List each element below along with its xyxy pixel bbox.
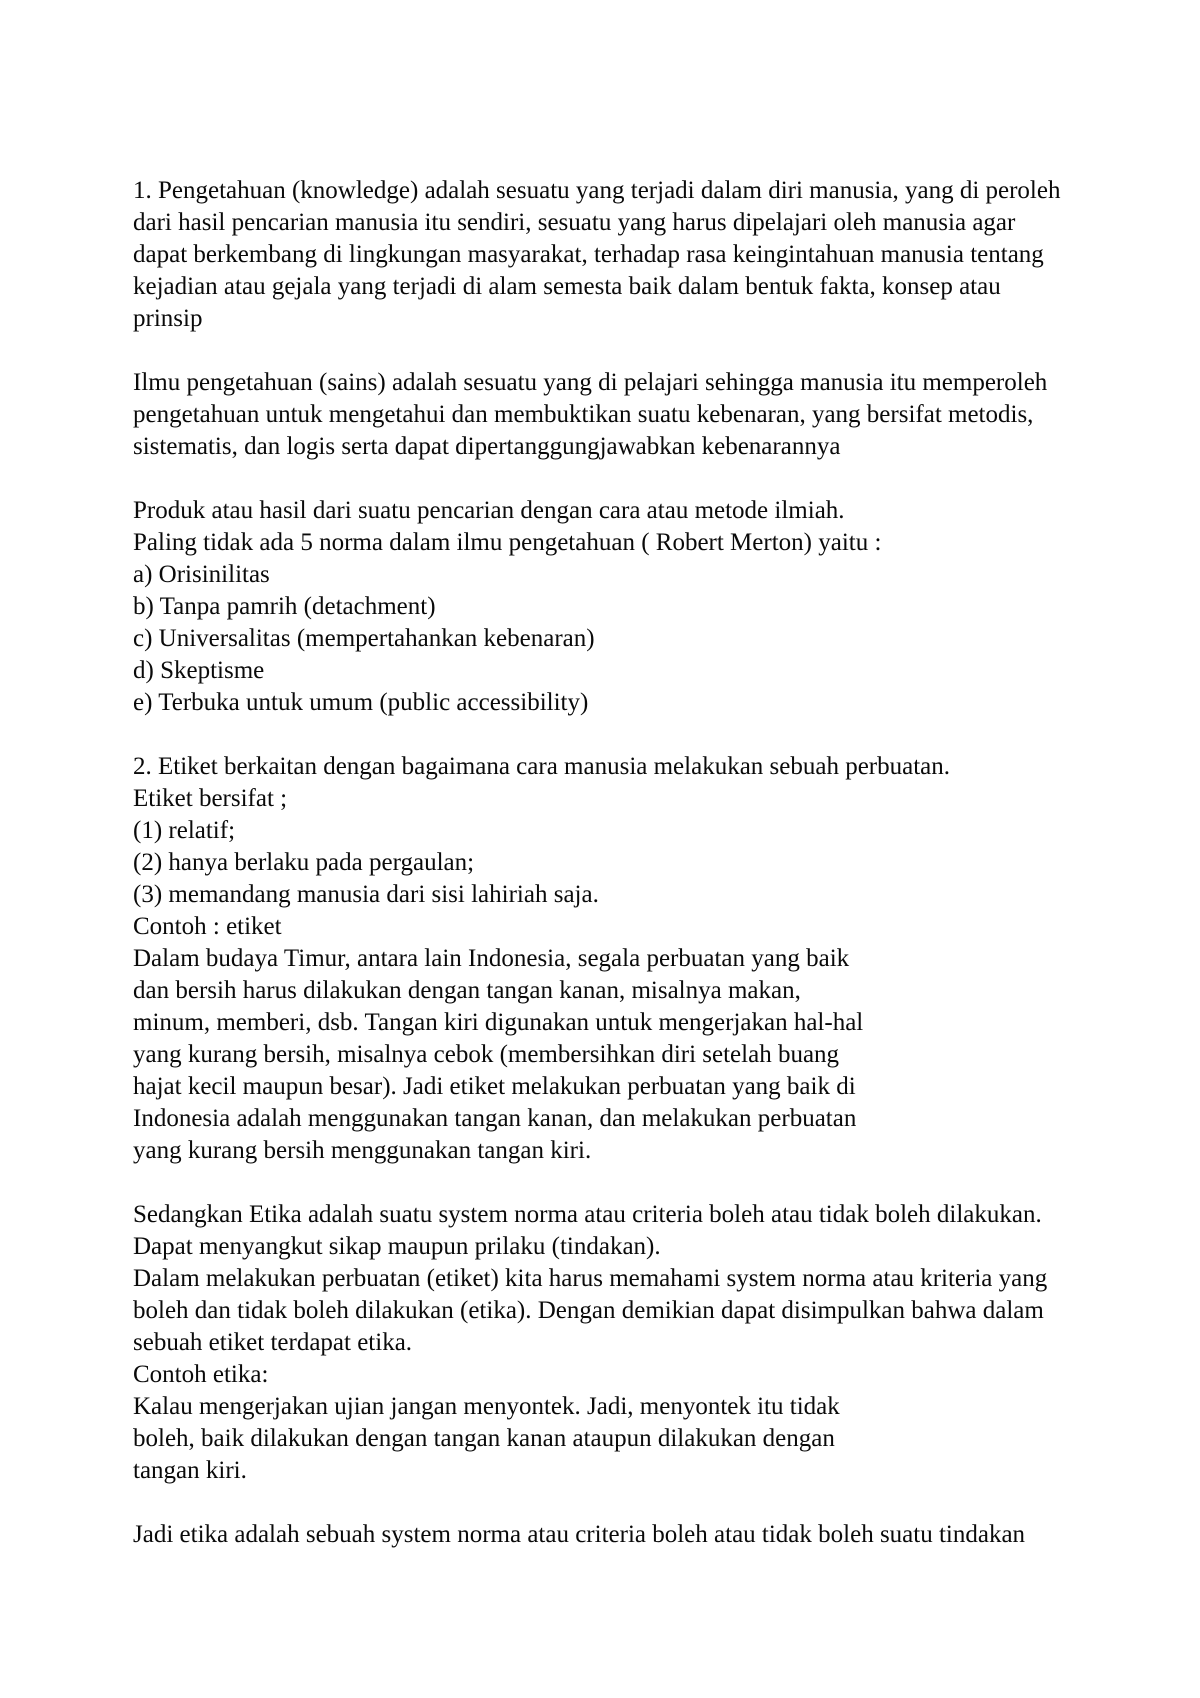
list-item-2: (2) hanya berlaku pada pergaulan; xyxy=(133,849,475,876)
list-item-a: a) Orisinilitas xyxy=(133,561,270,588)
list-item-1: (1) relatif; xyxy=(133,817,236,844)
text-line: Sedangkan Etika adalah suatu system norma atau criteria boleh atau tidak boleh dilakukan. xyxy=(133,1201,1042,1228)
text-line: sistematis, dan logis serta dapat dipertanggungjawabkan kebenarannya xyxy=(133,433,841,460)
text-line: 1. Pengetahuan (knowledge) adalah sesuatu yang terjadi dalam diri manusia, yang di peroleh xyxy=(133,177,1061,204)
text-line: Kalau mengerjakan ujian jangan menyontek. Jadi, menyontek itu tidak xyxy=(133,1393,840,1420)
text-line: Dapat menyangkut sikap maupun prilaku (tindakan). xyxy=(133,1233,661,1260)
text-line: dan bersih harus dilakukan dengan tangan kanan, misalnya makan, xyxy=(133,977,801,1004)
paragraph-etiket-definition xyxy=(133,751,1123,1167)
text-line: yang kurang bersih menggunakan tangan kiri. xyxy=(133,1137,592,1164)
text-line: hajat kecil maupun besar). Jadi etiket melakukan perbuatan yang baik di xyxy=(133,1073,856,1100)
list-item-c: c) Universalitas (mempertahankan kebenaran) xyxy=(133,625,595,652)
text-line: Paling tidak ada 5 norma dalam ilmu pengetahuan ( Robert Merton) yaitu : xyxy=(133,529,882,556)
list-item-b: b) Tanpa pamrih (detachment) xyxy=(133,593,436,620)
text-line: boleh, baik dilakukan dengan tangan kanan ataupun dilakukan dengan xyxy=(133,1425,835,1452)
text-line: Etiket bersifat ; xyxy=(133,785,288,812)
paragraph-norma-ilmu-pengetahuan xyxy=(133,495,1123,719)
text-line: Jadi etika adalah sebuah system norma atau criteria boleh atau tidak boleh suatu tindakan xyxy=(133,1521,1026,1548)
text-line: yang kurang bersih, misalnya cebok (membersihkan diri setelah buang xyxy=(133,1041,840,1068)
list-item-e: e) Terbuka untuk umum (public accessibility) xyxy=(133,689,589,716)
list-item-3: (3) memandang manusia dari sisi lahiriah saja. xyxy=(133,881,599,908)
document-text-block xyxy=(133,175,1123,1551)
text-line: Dalam melakukan perbuatan (etiket) kita harus memahami system norma atau kriteria yang xyxy=(133,1265,1048,1292)
paragraph-etika-definition xyxy=(133,1199,1123,1487)
text-line: dari hasil pencarian manusia itu sendiri, sesuatu yang harus dipelajari oleh manusia agar xyxy=(133,209,1016,236)
text-line: minum, memberi, dsb. Tangan kiri digunakan untuk mengerjakan hal-hal xyxy=(133,1009,864,1036)
text-line: kejadian atau gejala yang terjadi di alam semesta baik dalam bentuk fakta, konsep atau xyxy=(133,273,1001,300)
text-line: Ilmu pengetahuan (sains) adalah sesuatu yang di pelajari sehingga manusia itu memperoleh xyxy=(133,369,1048,396)
text-line: prinsip xyxy=(133,305,203,332)
paragraph-pengetahuan-definition xyxy=(133,175,1123,335)
text-line: Produk atau hasil dari suatu pencarian dengan cara atau metode ilmiah. xyxy=(133,497,845,524)
text-line: tangan kiri. xyxy=(133,1457,247,1484)
text-line: Contoh etika: xyxy=(133,1361,269,1388)
text-line: sebuah etiket terdapat etika. xyxy=(133,1329,413,1356)
text-line: Indonesia adalah menggunakan tangan kanan, dan melakukan perbuatan xyxy=(133,1105,857,1132)
text-line: Contoh : etiket xyxy=(133,913,282,940)
list-item-d: d) Skeptisme xyxy=(133,657,265,684)
text-line: 2. Etiket berkaitan dengan bagaimana cara manusia melakukan sebuah perbuatan. xyxy=(133,753,951,780)
text-line: pengetahuan untuk mengetahui dan membuktikan suatu kebenaran, yang bersifat metodis, xyxy=(133,401,1034,428)
paragraph-etika-conclusion xyxy=(133,1519,1123,1551)
text-line: Dalam budaya Timur, antara lain Indonesia, segala perbuatan yang baik xyxy=(133,945,850,972)
text-line: boleh dan tidak boleh dilakukan (etika). Dengan demikian dapat disimpulkan bahwa dalam xyxy=(133,1297,1044,1324)
text-line: dapat berkembang di lingkungan masyarakat, terhadap rasa keingintahuan manusia tentang xyxy=(133,241,1044,268)
paragraph-ilmu-pengetahuan-definition xyxy=(133,367,1123,463)
